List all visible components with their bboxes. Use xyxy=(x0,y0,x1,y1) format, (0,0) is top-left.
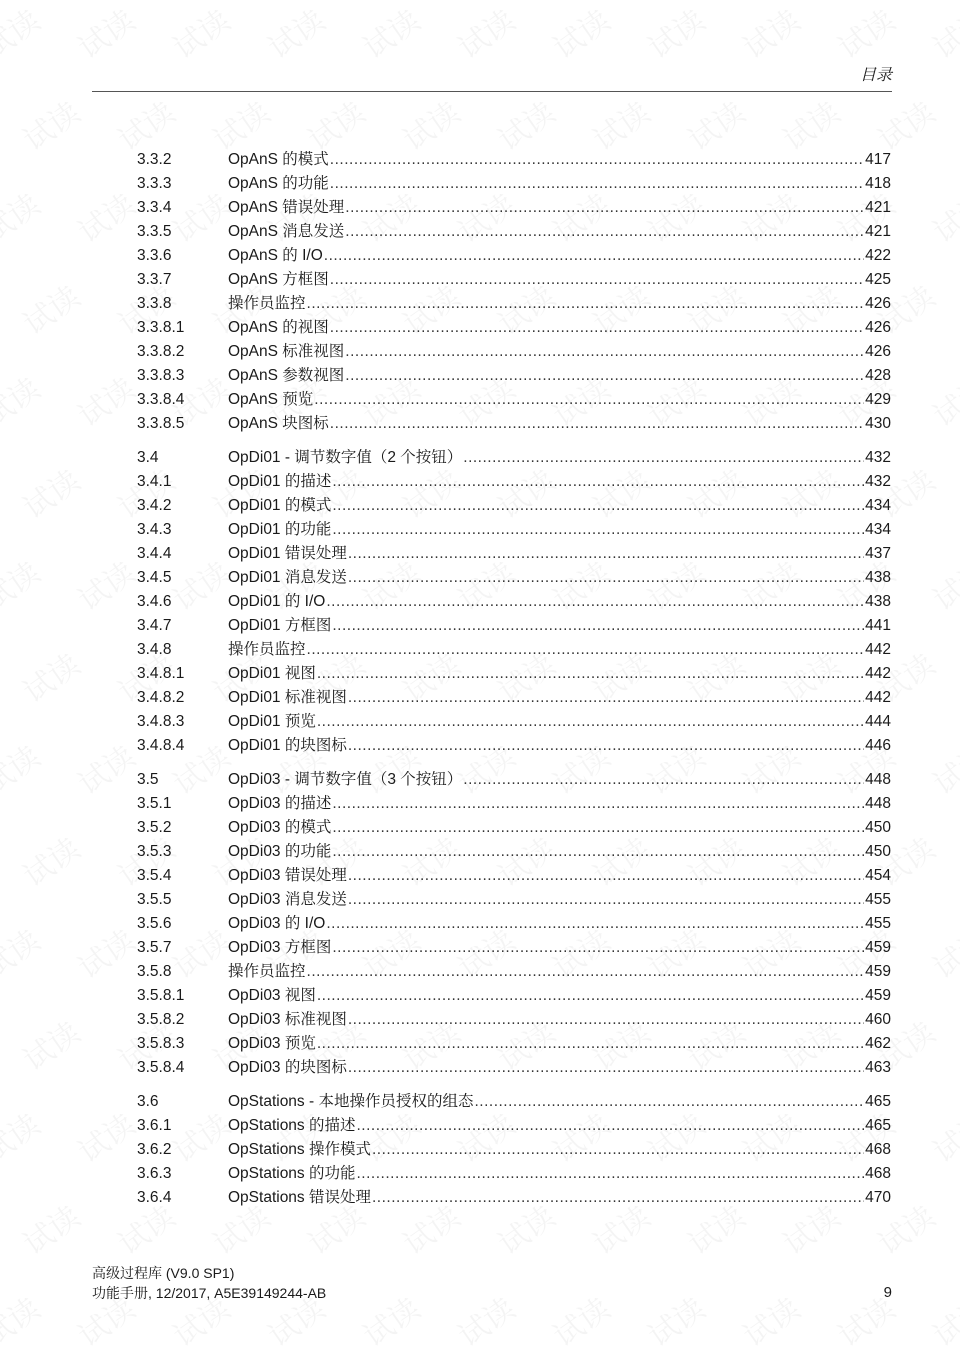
toc-entry-page[interactable]: 468 xyxy=(865,1141,891,1158)
page-footer xyxy=(92,1263,892,1303)
toc-section xyxy=(137,1090,891,1210)
toc-entry-page[interactable]: 446 xyxy=(865,737,891,754)
toc-entry-number: 3.5.6 xyxy=(137,915,172,932)
watermark-text xyxy=(13,273,87,343)
toc-entry[interactable] xyxy=(137,1090,891,1114)
toc-entry-title[interactable]: OpDi01 的块图标 xyxy=(228,737,347,754)
watermark-text xyxy=(0,365,47,435)
header-divider xyxy=(92,91,892,92)
toc-entry-number: 3.4.4 xyxy=(137,545,172,562)
toc-dot-leader xyxy=(330,316,864,340)
toc-entry-page[interactable]: 438 xyxy=(865,593,891,610)
toc-entry[interactable] xyxy=(137,316,891,340)
toc-entry[interactable] xyxy=(137,936,891,960)
toc-dot-leader xyxy=(463,768,864,792)
toc-dot-leader xyxy=(317,984,864,1008)
watermark-text xyxy=(0,0,47,67)
toc-dot-leader xyxy=(348,542,864,566)
toc-entry-number: 3.3.8.3 xyxy=(137,367,185,384)
toc-entry-title[interactable]: OpAnS 的模式 xyxy=(228,151,329,168)
watermark-text xyxy=(0,1285,47,1355)
toc-entry-title[interactable]: OpAnS 消息发送 xyxy=(228,223,345,240)
toc-entry-title[interactable]: OpDi01 视图 xyxy=(228,665,316,682)
toc-entry[interactable] xyxy=(137,172,891,196)
toc-entry[interactable] xyxy=(137,864,891,888)
toc-entry-number: 3.4.8.4 xyxy=(137,737,185,754)
toc-entry[interactable] xyxy=(137,148,891,172)
toc-dot-leader xyxy=(357,1162,865,1186)
watermark-text xyxy=(923,365,960,435)
toc-entry-number: 3.5.8.4 xyxy=(137,1059,185,1076)
toc-dot-leader xyxy=(332,816,864,840)
watermark-text xyxy=(13,1193,87,1263)
toc-dot-leader xyxy=(372,1138,864,1162)
toc-entry-number: 3.6 xyxy=(137,1093,159,1110)
watermark-text xyxy=(13,825,87,895)
toc-entry-title[interactable]: OpDi01 错误处理 xyxy=(228,545,347,562)
toc-entry-page[interactable]: 448 xyxy=(865,771,891,788)
toc-entry[interactable] xyxy=(137,220,891,244)
toc-dot-leader xyxy=(317,662,864,686)
toc-entry[interactable] xyxy=(137,1162,891,1186)
toc-dot-leader xyxy=(330,412,864,436)
toc-entry-number: 3.5.8.3 xyxy=(137,1035,185,1052)
toc-entry[interactable] xyxy=(137,662,891,686)
toc-entry[interactable] xyxy=(137,638,891,662)
toc-entry-number: 3.4.7 xyxy=(137,617,172,634)
toc-entry-number: 3.5.4 xyxy=(137,867,172,884)
toc-entry-number: 3.4.8.1 xyxy=(137,665,185,682)
watermark-text xyxy=(733,0,807,67)
toc-entry[interactable] xyxy=(137,292,891,316)
watermark-text xyxy=(923,1285,960,1355)
toc-dot-leader xyxy=(332,614,864,638)
toc-entry-number: 3.4.1 xyxy=(137,473,172,490)
toc-entry-title[interactable]: OpDi03 视图 xyxy=(228,987,316,1004)
toc-entry-number: 3.3.6 xyxy=(137,247,172,264)
watermark-text xyxy=(0,549,47,619)
toc-dot-leader xyxy=(348,1056,864,1080)
toc-entry-title[interactable]: OpDi01 - 调节数字值（2 个按钮） xyxy=(228,449,463,466)
toc-entry-page[interactable]: 417 xyxy=(865,151,891,168)
toc-entry-title[interactable]: OpDi03 错误处理 xyxy=(228,867,347,884)
toc-entry-title[interactable]: OpDi03 标准视图 xyxy=(228,1011,347,1028)
toc-entry-page[interactable]: 454 xyxy=(865,867,891,884)
watermark-text xyxy=(163,0,237,67)
toc-entry[interactable] xyxy=(137,1138,891,1162)
toc-dot-leader xyxy=(332,792,864,816)
toc-entry-number: 3.5.2 xyxy=(137,819,172,836)
toc-entry-title[interactable]: OpDi01 的功能 xyxy=(228,521,332,538)
watermark-text xyxy=(0,733,47,803)
watermark-text xyxy=(68,1101,142,1171)
toc-entry-page[interactable]: 459 xyxy=(865,939,891,956)
toc-entry[interactable] xyxy=(137,1032,891,1056)
watermark-text xyxy=(0,1101,47,1171)
toc-entry-page[interactable]: 426 xyxy=(865,343,891,360)
toc-entry-page[interactable]: 455 xyxy=(865,915,891,932)
toc-entry-page[interactable]: 448 xyxy=(865,795,891,812)
watermark-text xyxy=(68,549,142,619)
toc-entry-title[interactable]: OpAnS 的视图 xyxy=(228,319,329,336)
toc-dot-leader xyxy=(330,172,864,196)
toc-entry-page[interactable]: 462 xyxy=(865,1035,891,1052)
toc-entry-page[interactable]: 442 xyxy=(865,641,891,658)
watermark-text xyxy=(68,917,142,987)
toc-entry[interactable] xyxy=(137,364,891,388)
toc-dot-leader xyxy=(324,244,864,268)
toc-entry-page[interactable]: 430 xyxy=(865,415,891,432)
footer-product-line: 高级过程库 (V9.0 SP1) xyxy=(92,1265,235,1281)
toc-entry-number: 3.4.8.3 xyxy=(137,713,185,730)
toc-entry-number: 3.3.5 xyxy=(137,223,172,240)
toc-entry-number: 3.6.1 xyxy=(137,1117,172,1134)
toc-entry-page[interactable]: 432 xyxy=(865,473,891,490)
watermark-text xyxy=(68,365,142,435)
toc-entry-number: 3.4.5 xyxy=(137,569,172,586)
toc-dot-leader xyxy=(348,734,864,758)
toc-dot-leader xyxy=(307,292,865,316)
toc-dot-leader xyxy=(345,340,864,364)
toc-entry-number: 3.5.8.2 xyxy=(137,1011,185,1028)
toc-entry-title[interactable]: OpStations 错误处理 xyxy=(228,1189,371,1206)
toc-entry-page[interactable]: 426 xyxy=(865,319,891,336)
toc-dot-leader xyxy=(307,638,865,662)
toc-entry-number: 3.5.1 xyxy=(137,795,172,812)
toc-dot-leader xyxy=(348,686,864,710)
toc-entry[interactable] xyxy=(137,590,891,614)
toc-entry-title[interactable]: OpDi03 的描述 xyxy=(228,795,332,812)
toc-entry-title[interactable]: OpAnS 参数视图 xyxy=(228,367,345,384)
watermark-text xyxy=(543,0,617,67)
toc-dot-leader xyxy=(474,1090,864,1114)
toc-dot-leader xyxy=(345,220,864,244)
toc-entry[interactable] xyxy=(137,768,891,792)
toc-entry-number: 3.5.3 xyxy=(137,843,172,860)
toc-entry-title[interactable]: OpAnS 的 I/O xyxy=(228,247,323,264)
toc-entry-page[interactable]: 421 xyxy=(865,223,891,240)
toc-section xyxy=(137,446,891,758)
toc-entry-page[interactable]: 450 xyxy=(865,843,891,860)
toc-entry[interactable] xyxy=(137,470,891,494)
toc-entry-title[interactable]: OpAnS 方框图 xyxy=(228,271,329,288)
toc-entry-number: 3.4.3 xyxy=(137,521,172,538)
toc-entry[interactable] xyxy=(137,710,891,734)
toc-entry-number: 3.3.8.5 xyxy=(137,415,185,432)
toc-dot-leader xyxy=(348,888,864,912)
toc-entry[interactable] xyxy=(137,542,891,566)
toc-entry[interactable] xyxy=(137,960,891,984)
toc-entry[interactable] xyxy=(137,1008,891,1032)
toc-entry-page[interactable]: 455 xyxy=(865,891,891,908)
toc-entry-title[interactable]: OpDi03 - 调节数字值（3 个按钮） xyxy=(228,771,463,788)
toc-dot-leader xyxy=(348,566,864,590)
toc-entry-title[interactable]: 操作员监控 xyxy=(228,963,306,980)
toc-dot-leader xyxy=(326,912,864,936)
toc-entry-number: 3.4.8.2 xyxy=(137,689,185,706)
toc-dot-leader xyxy=(345,364,864,388)
toc-entry-page[interactable]: 470 xyxy=(865,1189,891,1206)
toc-entry-page[interactable]: 442 xyxy=(865,665,891,682)
toc-entry-title[interactable]: OpStations 的功能 xyxy=(228,1165,356,1182)
toc-entry-page[interactable]: 434 xyxy=(865,521,891,538)
toc-entry-title[interactable]: OpDi01 的模式 xyxy=(228,497,332,514)
toc-section xyxy=(137,768,891,1080)
toc-entry[interactable] xyxy=(137,734,891,758)
toc-entry-title[interactable]: OpStations 操作模式 xyxy=(228,1141,371,1158)
footer-manual-line: 功能手册, 12/2017, A5E39149244-AB xyxy=(92,1285,327,1301)
toc-dot-leader xyxy=(348,864,864,888)
watermark-text xyxy=(923,1101,960,1171)
toc-entry[interactable] xyxy=(137,412,891,436)
toc-entry-number: 3.3.7 xyxy=(137,271,172,288)
toc-entry[interactable] xyxy=(137,888,891,912)
toc-entry-number: 3.5.8 xyxy=(137,963,172,980)
toc-entry[interactable] xyxy=(137,518,891,542)
toc-entry-page[interactable]: 441 xyxy=(865,617,891,634)
toc-entry[interactable] xyxy=(137,1114,891,1138)
toc-entry-number: 3.4.6 xyxy=(137,593,172,610)
toc-entry-number: 3.4.8 xyxy=(137,641,172,658)
toc-entry-page[interactable]: 465 xyxy=(865,1117,891,1134)
toc-entry-title[interactable]: OpDi01 消息发送 xyxy=(228,569,347,586)
toc-entry-page[interactable]: 465 xyxy=(865,1093,891,1110)
toc-entry-number: 3.3.3 xyxy=(137,175,172,192)
toc-entry-number: 3.5.8.1 xyxy=(137,987,185,1004)
toc-entry-title[interactable]: OpDi01 标准视图 xyxy=(228,689,347,706)
watermark-text xyxy=(638,0,712,67)
toc-entry[interactable] xyxy=(137,816,891,840)
toc-entry-title[interactable]: OpDi03 的功能 xyxy=(228,843,332,860)
toc-dot-leader xyxy=(307,960,865,984)
toc-entry-page[interactable]: 438 xyxy=(865,569,891,586)
toc-entry-number: 3.6.3 xyxy=(137,1165,172,1182)
toc-dot-leader xyxy=(317,710,864,734)
toc-entry[interactable] xyxy=(137,196,891,220)
toc-entry-title[interactable]: OpDi01 的 I/O xyxy=(228,593,326,610)
toc-entry[interactable] xyxy=(137,446,891,470)
toc-dot-leader xyxy=(357,1114,865,1138)
toc-entry-title[interactable]: OpAnS 块图标 xyxy=(228,415,329,432)
footer-page-number: 9 xyxy=(883,1284,892,1301)
watermark-text xyxy=(448,0,522,67)
toc-entry[interactable] xyxy=(137,340,891,364)
toc-dot-leader xyxy=(463,446,864,470)
toc-entry[interactable] xyxy=(137,984,891,1008)
toc-entry-page[interactable]: 422 xyxy=(865,247,891,264)
toc-dot-leader xyxy=(372,1186,864,1210)
toc-entry-title[interactable]: OpDi03 的 I/O xyxy=(228,915,326,932)
toc-entry[interactable] xyxy=(137,1186,891,1210)
toc-entry-number: 3.5 xyxy=(137,771,159,788)
toc-dot-leader xyxy=(317,1032,864,1056)
toc-dot-leader xyxy=(332,840,864,864)
toc-entry-page[interactable]: 425 xyxy=(865,271,891,288)
toc-entry-number: 3.3.8 xyxy=(137,295,172,312)
watermark-text xyxy=(13,457,87,527)
watermark-text xyxy=(13,1009,87,1079)
toc-entry[interactable] xyxy=(137,840,891,864)
toc-entry-number: 3.3.2 xyxy=(137,151,172,168)
toc-entry-title[interactable]: OpAnS 错误处理 xyxy=(228,199,345,216)
page-header-title: 目录 xyxy=(859,65,892,84)
watermark-text xyxy=(0,917,47,987)
toc-entry[interactable] xyxy=(137,268,891,292)
toc-dot-leader xyxy=(332,936,864,960)
toc-entry-number: 3.3.8.1 xyxy=(137,319,185,336)
watermark-text xyxy=(923,181,960,251)
toc-entry-page[interactable]: 468 xyxy=(865,1165,891,1182)
toc-entry-title[interactable]: OpDi01 方框图 xyxy=(228,617,332,634)
watermark-text xyxy=(68,733,142,803)
toc-entry[interactable] xyxy=(137,792,891,816)
toc-entry-title[interactable]: OpDi03 的块图标 xyxy=(228,1059,347,1076)
toc-entry-title[interactable]: OpDi03 预览 xyxy=(228,1035,316,1052)
watermark-text xyxy=(0,181,47,251)
toc-dot-leader xyxy=(330,148,864,172)
toc-entry-number: 3.3.8.4 xyxy=(137,391,185,408)
toc-entry-page[interactable]: 459 xyxy=(865,987,891,1004)
toc-entry-number: 3.3.4 xyxy=(137,199,172,216)
toc-entry-page[interactable]: 432 xyxy=(865,449,891,466)
toc-entry-page[interactable]: 428 xyxy=(865,367,891,384)
watermark-text xyxy=(923,549,960,619)
toc-entry[interactable] xyxy=(137,566,891,590)
toc-entry[interactable] xyxy=(137,494,891,518)
toc-entry-page[interactable]: 429 xyxy=(865,391,891,408)
toc-entry-page[interactable]: 444 xyxy=(865,713,891,730)
toc-entry-page[interactable]: 442 xyxy=(865,689,891,706)
watermark-text xyxy=(828,0,902,67)
watermark-text xyxy=(13,89,87,159)
toc-entry-title[interactable]: OpDi03 消息发送 xyxy=(228,891,347,908)
watermark-text xyxy=(68,181,142,251)
toc-entry-number: 3.6.2 xyxy=(137,1141,172,1158)
toc-entry-page[interactable]: 426 xyxy=(865,295,891,312)
toc-entry-title[interactable]: 操作员监控 xyxy=(228,641,306,658)
toc-section xyxy=(137,148,891,436)
toc-entry-page[interactable]: 459 xyxy=(865,963,891,980)
toc-entry-page[interactable]: 463 xyxy=(865,1059,891,1076)
toc-entry[interactable] xyxy=(137,388,891,412)
toc-entry[interactable] xyxy=(137,1056,891,1080)
watermark-text xyxy=(923,917,960,987)
toc-dot-leader xyxy=(348,1008,864,1032)
toc-entry-number: 3.5.7 xyxy=(137,939,172,956)
toc-entry-title[interactable]: OpDi03 的模式 xyxy=(228,819,332,836)
watermark-text xyxy=(923,733,960,803)
toc-entry[interactable] xyxy=(137,244,891,268)
toc-dot-leader xyxy=(332,470,864,494)
toc-entry-page[interactable]: 437 xyxy=(865,545,891,562)
toc-dot-leader xyxy=(314,388,864,412)
toc-entry-title[interactable]: OpAnS 标准视图 xyxy=(228,343,345,360)
toc-entry-title[interactable]: OpDi01 预览 xyxy=(228,713,316,730)
toc-entry-page[interactable]: 460 xyxy=(865,1011,891,1028)
toc-entry-number: 3.4.2 xyxy=(137,497,172,514)
toc-entry-number: 3.5.5 xyxy=(137,891,172,908)
toc-entry-title[interactable]: OpStations - 本地操作员授权的组态 xyxy=(228,1093,474,1110)
watermark-text xyxy=(353,0,427,67)
toc-dot-leader xyxy=(332,518,864,542)
toc-entry-number: 3.3.8.2 xyxy=(137,343,185,360)
toc-entry-page[interactable]: 434 xyxy=(865,497,891,514)
watermark-text xyxy=(13,641,87,711)
toc-dot-leader xyxy=(330,268,864,292)
watermark-text xyxy=(923,0,960,67)
toc-entry-page[interactable]: 421 xyxy=(865,199,891,216)
toc-dot-leader xyxy=(332,494,864,518)
toc-entry[interactable] xyxy=(137,686,891,710)
toc-entry-title[interactable]: OpStations 的描述 xyxy=(228,1117,356,1134)
toc-entry[interactable] xyxy=(137,912,891,936)
toc-entry-title[interactable]: OpAnS 的功能 xyxy=(228,175,329,192)
toc-dot-leader xyxy=(326,590,864,614)
watermark-text xyxy=(68,0,142,67)
toc-entry[interactable] xyxy=(137,614,891,638)
toc-entry-title[interactable]: OpAnS 预览 xyxy=(228,391,314,408)
toc-entry-number: 3.4 xyxy=(137,449,159,466)
toc-entry-title[interactable]: 操作员监控 xyxy=(228,295,306,312)
toc-dot-leader xyxy=(345,196,864,220)
toc-entry-number: 3.6.4 xyxy=(137,1189,172,1206)
toc-entry-page[interactable]: 418 xyxy=(865,175,891,192)
table-of-contents xyxy=(137,148,891,1220)
toc-entry-page[interactable]: 450 xyxy=(865,819,891,836)
toc-entry-title[interactable]: OpDi03 方框图 xyxy=(228,939,332,956)
toc-entry-title[interactable]: OpDi01 的描述 xyxy=(228,473,332,490)
watermark-text xyxy=(258,0,332,67)
